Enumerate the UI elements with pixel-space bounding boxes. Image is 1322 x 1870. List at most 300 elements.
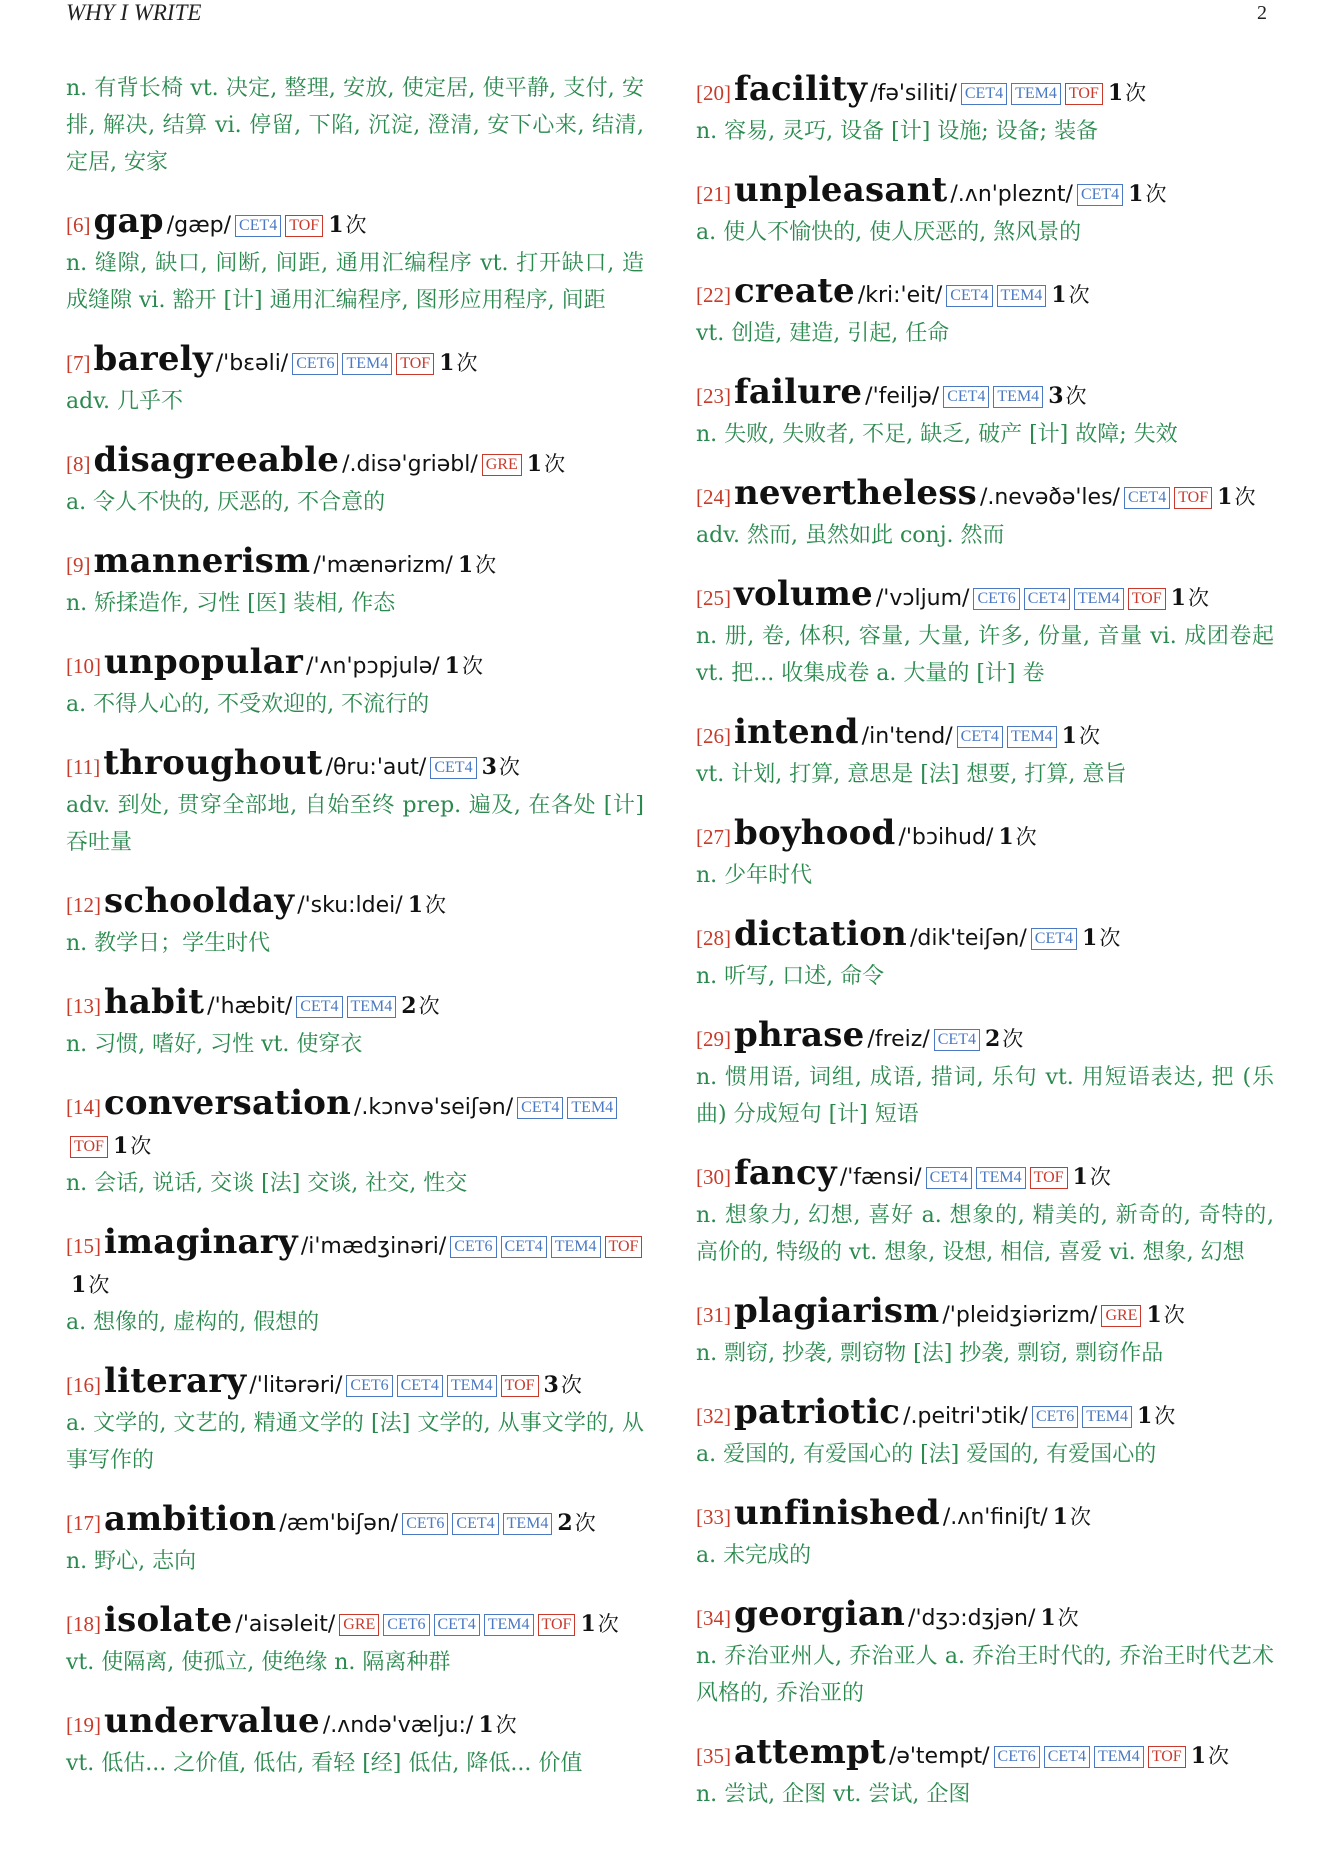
occurrence-unit: 次 (345, 213, 367, 237)
exam-tag-cet4: CET4 (1024, 588, 1070, 610)
occurrence-unit: 次 (1015, 825, 1037, 849)
pronunciation: /.disə'griəbl/ (342, 452, 478, 477)
exam-tag-tem4: TEM4 (1094, 1746, 1144, 1768)
entry-definition: n. 听写, 口述, 命令 (696, 964, 885, 989)
entry-definition: n. 教学日；学生时代 (66, 931, 271, 956)
entry-index: [30] (696, 1165, 731, 1189)
headword: patriotic (734, 1392, 901, 1432)
entry-headline (696, 1154, 1274, 1197)
occurrence-unit: 次 (1234, 485, 1256, 509)
occurrence-unit: 次 (544, 452, 566, 476)
exam-tag-tem4: TEM4 (1007, 726, 1057, 748)
occurrence-count: 1 (444, 653, 460, 679)
exam-tag-gre: GRE (482, 454, 522, 476)
occurrence-count: 1 (1052, 1504, 1068, 1530)
vocab-entry (66, 744, 644, 861)
vocab-entry (66, 542, 644, 622)
exam-tag-tof: TOF (70, 1136, 108, 1158)
entry-headline (66, 1601, 644, 1644)
entry-headline (696, 575, 1274, 618)
headword: unpleasant (734, 170, 948, 210)
occurrence-count: 1 (457, 552, 474, 578)
entry-headline (696, 373, 1274, 416)
occurrence-unit: 次 (1125, 81, 1147, 105)
entry-definition: n. 缝隙, 缺口, 间断, 间距, 通用汇编程序 vt. 打开缺口, 造成缝隙 vi. 豁开 [计] 通用汇编程序, 图形应用程序, 间距 (66, 251, 644, 313)
entry-index: [19] (66, 1713, 101, 1737)
headword: intend (734, 712, 859, 752)
entry-headline (696, 272, 1274, 315)
occurrence-unit: 次 (418, 994, 440, 1018)
exam-tag-cet4: CET4 (943, 386, 989, 408)
entry-headline (696, 713, 1274, 756)
pronunciation: /'feiljə/ (865, 384, 940, 409)
vocab-entry (696, 575, 1274, 692)
exam-tag-cet6: CET6 (346, 1375, 392, 1397)
exam-tag-tem4: TEM4 (567, 1097, 617, 1119)
occurrence-unit: 次 (88, 1273, 110, 1297)
entry-index: [9] (66, 553, 91, 577)
entry-definition: n. 乔治亚州人, 乔治亚人 a. 乔治王时代的, 乔治王时代艺术风格的, 乔治亚的 (696, 1644, 1274, 1706)
headword: throughout (103, 743, 323, 783)
exam-tag-tem4: TEM4 (551, 1236, 601, 1258)
vocab-entry (66, 1362, 644, 1479)
pronunciation: /θru:'aut/ (325, 755, 427, 780)
exam-tag-tof: TOF (501, 1375, 539, 1397)
occurrence-unit: 次 (1099, 926, 1121, 950)
entry-index: [10] (66, 654, 101, 678)
pronunciation: /.kɔnvə'seiʃən/ (354, 1095, 514, 1120)
entry-definition: a. 令人不快的, 厌恶的, 不合意的 (66, 490, 386, 515)
entry-index: [26] (696, 724, 731, 748)
entry-definition: a. 想像的, 虚构的, 假想的 (66, 1310, 320, 1335)
vocab-entry (696, 814, 1274, 894)
entry-definition: n. 失败, 失败者, 不足, 缺乏, 破产 [计] 故障; 失效 (696, 422, 1178, 447)
exam-tag-cet4: CET4 (430, 757, 476, 779)
entry-definition: n. 惯用语, 词组, 成语, 措词, 乐句 vt. 用短语表达, 把 (乐曲) 分成短句 [计] 短语 (696, 1065, 1274, 1127)
vocab-entry (66, 983, 644, 1063)
exam-tag-tof: TOF (1174, 487, 1212, 509)
headword: disagreeable (93, 440, 340, 480)
entry-index: [15] (66, 1234, 101, 1258)
vocab-entry (66, 441, 644, 521)
entry-definition: a. 爱国的, 有爱国心的 [法] 爱国的, 有爱国心的 (696, 1442, 1157, 1467)
pronunciation: /'ʌn'pɔpjulə/ (306, 654, 440, 679)
vocab-entry (66, 1601, 644, 1681)
occurrence-count: 1 (1061, 723, 1077, 749)
entry-headline (66, 1500, 644, 1543)
exam-tag-cet4: CET4 (501, 1236, 547, 1258)
headword: barely (93, 339, 213, 379)
headword: gap (93, 201, 164, 241)
headword: isolate (104, 1600, 233, 1640)
exam-tag-gre: GRE (1101, 1305, 1141, 1327)
vocab-entry (696, 915, 1274, 995)
vocab-entry (696, 713, 1274, 793)
occurrence-count: 1 (1051, 282, 1067, 308)
occurrence-count: 2 (401, 993, 417, 1019)
occurrence-unit: 次 (425, 893, 446, 917)
pronunciation: /'bɛəli/ (215, 351, 289, 376)
occurrence-count: 1 (407, 892, 423, 918)
exam-tag-tof: TOF (538, 1614, 576, 1636)
exam-tag-tof: TOF (1148, 1746, 1186, 1768)
entry-headline (696, 1016, 1274, 1059)
entry-index: [35] (696, 1744, 731, 1768)
entry-headline (696, 1292, 1274, 1335)
pronunciation: /'vɔljum/ (875, 586, 970, 611)
entry-index: [17] (66, 1511, 101, 1535)
occurrence-count: 2 (557, 1510, 573, 1536)
occurrence-unit: 次 (560, 1373, 582, 1397)
exam-tag-tem4: TEM4 (976, 1167, 1026, 1189)
exam-tag-cet6: CET6 (402, 1513, 448, 1535)
exam-tag-cet4: CET4 (1044, 1746, 1090, 1768)
entry-index: [22] (696, 283, 731, 307)
entry-index: [31] (696, 1303, 731, 1327)
pronunciation: /'dʒɔ:dʒjən/ (908, 1606, 1036, 1631)
headword: ambition (104, 1499, 277, 1539)
occurrence-count: 1 (1040, 1605, 1056, 1631)
occurrence-unit: 次 (1187, 586, 1209, 610)
exam-tag-tem4: TEM4 (484, 1614, 534, 1636)
entry-headline (696, 814, 1274, 857)
occurrence-unit: 次 (1065, 384, 1087, 408)
headword: fancy (734, 1153, 837, 1193)
continued-entry (66, 70, 644, 181)
occurrence-unit: 次 (498, 755, 520, 779)
entry-index: [21] (696, 182, 731, 206)
entry-headline (66, 202, 644, 245)
entry-definition: a. 使人不愉快的, 使人厌恶的, 煞风景的 (696, 220, 1082, 245)
vocab-entry (696, 171, 1274, 251)
headword: undervalue (104, 1701, 320, 1741)
running-title: WHY I WRITE (66, 0, 202, 25)
vocab-entry (696, 1595, 1274, 1712)
exam-tag-cet4: CET4 (517, 1097, 563, 1119)
entry-index: [32] (696, 1404, 731, 1428)
headword: imaginary (104, 1222, 298, 1262)
vocab-entry (696, 1016, 1274, 1133)
vocab-entry (66, 1500, 644, 1580)
vocab-entry (696, 474, 1274, 554)
entry-definition: adv. 几乎不 (66, 389, 184, 414)
occurrence-unit: 次 (1002, 1027, 1024, 1051)
occurrence-count: 1 (112, 1133, 129, 1159)
vocab-entry (66, 882, 644, 962)
right-column (696, 70, 1274, 1834)
entry-index: [33] (696, 1505, 731, 1529)
headword: schoolday (104, 881, 295, 921)
entry-index: [29] (696, 1027, 731, 1051)
entry-definition: n. 尝试, 企图 vt. 尝试, 企图 (696, 1782, 971, 1807)
pronunciation: /fə'siliti/ (870, 81, 957, 106)
pronunciation: /'fænsi/ (839, 1165, 922, 1190)
headword: create (734, 271, 855, 311)
exam-tag-cet4: CET4 (452, 1513, 498, 1535)
occurrence-count: 1 (1082, 925, 1098, 951)
pronunciation: /in'tend/ (861, 724, 953, 749)
pronunciation: /.ʌn'finiʃt/ (942, 1505, 1048, 1530)
occurrence-unit: 次 (1089, 1165, 1111, 1189)
entry-index: [16] (66, 1373, 101, 1397)
pronunciation: /'litərəri/ (249, 1373, 343, 1398)
vocab-entry (66, 1084, 644, 1202)
entry-index: [24] (696, 485, 731, 509)
entry-headline (66, 1702, 644, 1745)
occurrence-count: 1 (580, 1611, 596, 1637)
entry-definition: vt. 低估... 之价值, 低估, 看轻 [经] 低估, 降低... 价值 (66, 1751, 583, 1776)
occurrence-unit: 次 (1154, 1404, 1176, 1428)
entry-definition: a. 未完成的 (696, 1543, 812, 1568)
entry-headline (66, 983, 644, 1026)
exam-tag-tem4: TEM4 (447, 1375, 497, 1397)
entry-index: [34] (696, 1606, 731, 1630)
vocab-entry (66, 643, 644, 723)
exam-tag-cet4: CET4 (296, 996, 342, 1018)
entry-definition: n. 剽窃, 抄袭, 剽窃物 [法] 抄袭, 剽窃, 剽窃作品 (696, 1341, 1164, 1366)
pronunciation: /gæp/ (166, 213, 232, 238)
entry-headline (696, 70, 1274, 113)
occurrence-unit: 次 (1208, 1744, 1229, 1768)
vocab-entry (66, 202, 644, 319)
occurrence-count: 1 (1136, 1403, 1153, 1429)
entry-definition: vt. 计划, 打算, 意思是 [法] 想要, 打算, 意旨 (696, 762, 1127, 787)
entry-index: [14] (66, 1095, 101, 1119)
exam-tag-cet4: CET4 (434, 1614, 480, 1636)
exam-tag-tem4: TEM4 (993, 386, 1043, 408)
entry-headline (66, 643, 644, 686)
entry-headline (66, 1362, 644, 1405)
headword: conversation (104, 1083, 351, 1123)
occurrence-count: 3 (481, 754, 497, 780)
occurrence-unit: 次 (1078, 724, 1100, 748)
entry-headline (696, 171, 1274, 214)
occurrence-count: 1 (1190, 1743, 1206, 1769)
occurrence-unit: 次 (495, 1713, 517, 1737)
entry-index: [7] (66, 351, 91, 375)
exam-tag-tof: TOF (1065, 83, 1103, 105)
entry-headline (66, 340, 644, 383)
occurrence-unit: 次 (1145, 182, 1167, 206)
occurrence-count: 2 (984, 1026, 1001, 1052)
headword: unfinished (734, 1493, 940, 1533)
headword: mannerism (93, 541, 311, 581)
entry-headline (696, 1733, 1274, 1776)
entry-index: [8] (66, 452, 91, 476)
entry-index: [12] (66, 893, 101, 917)
pronunciation: /.peitri'ɔtik/ (903, 1404, 1028, 1429)
headword: dictation (734, 914, 907, 954)
exam-tag-cet4: CET4 (1124, 487, 1170, 509)
vocab-entry (696, 1733, 1274, 1813)
entry-headline (66, 744, 644, 787)
vocab-entry (696, 1292, 1274, 1372)
headword: literary (104, 1361, 247, 1401)
pronunciation: /'aisəleit/ (235, 1612, 336, 1637)
headword: volume (734, 574, 873, 614)
exam-tag-tem4: TEM4 (1074, 588, 1124, 610)
pronunciation: /æm'biʃən/ (279, 1511, 399, 1536)
entry-definition: a. 文学的, 文艺的, 精通文学的 [法] 文学的, 从事文学的, 从事写作的 (66, 1411, 644, 1473)
entry-definition: n. 会话, 说话, 交谈 [法] 交谈, 社交, 性交 (66, 1171, 468, 1196)
occurrence-count: 1 (1217, 484, 1233, 510)
occurrence-unit: 次 (456, 351, 478, 375)
exam-tag-cet4: CET4 (1031, 928, 1077, 950)
entry-index: [11] (66, 755, 101, 779)
entry-definition: a. 不得人心的, 不受欢迎的, 不流行的 (66, 692, 430, 717)
occurrence-count: 1 (1146, 1302, 1162, 1328)
exam-tag-tem4: TEM4 (1011, 83, 1061, 105)
entry-headline (66, 542, 644, 585)
entry-definition: n. 想象力, 幻想, 喜好 a. 想象的, 精美的, 新奇的, 奇特的, 高价的, 特级的 vt. 想象, 设想, 相信, 喜爱 vi. 想象, 幻想 (696, 1203, 1274, 1265)
occurrence-count: 3 (543, 1372, 559, 1398)
pronunciation: /'hæbit/ (207, 994, 293, 1019)
vocab-entry (696, 1393, 1274, 1473)
occurrence-unit: 次 (574, 1511, 596, 1535)
occurrence-count: 1 (998, 824, 1014, 850)
vocab-entry (696, 1154, 1274, 1271)
page-number: 2 (1257, 2, 1267, 24)
entry-definition: n. 容易, 灵巧, 设备 [计] 设施; 设备; 装备 (696, 119, 1099, 144)
exam-tag-cet4: CET4 (957, 726, 1003, 748)
headword: attempt (734, 1732, 886, 1772)
exam-tag-gre: GRE (339, 1614, 379, 1636)
exam-tag-tem4: TEM4 (503, 1513, 553, 1535)
headword: phrase (734, 1015, 865, 1055)
exam-tag-cet6: CET6 (994, 1746, 1040, 1768)
exam-tag-cet4: CET4 (235, 215, 281, 237)
entry-definition: n. 习惯, 嗜好, 习性 vt. 使穿衣 (66, 1032, 363, 1057)
entry-definition: vt. 使隔离, 使孤立, 使绝缘 n. 隔离种群 (66, 1650, 451, 1675)
entry-index: [25] (696, 586, 731, 610)
exam-tag-tem4: TEM4 (342, 353, 392, 375)
occurrence-count: 1 (1072, 1164, 1088, 1190)
occurrence-count: 1 (1128, 181, 1144, 207)
exam-tag-tem4: TEM4 (1082, 1406, 1132, 1428)
entry-index: [27] (696, 825, 731, 849)
entry-definition: n. 册, 卷, 体积, 容量, 大量, 许多, 份量, 音量 vi. 成团卷起 vt. 把... 收集成卷 a. 大量的 [计] 卷 (696, 624, 1274, 686)
headword: facility (734, 69, 868, 109)
pronunciation: /'pleidʒiərizm/ (942, 1303, 1098, 1328)
entry-headline (66, 1223, 644, 1304)
exam-tag-tem4: TEM4 (997, 285, 1047, 307)
exam-tag-cet4: CET4 (397, 1375, 443, 1397)
exam-tag-tof: TOF (285, 215, 323, 237)
exam-tag-cet6: CET6 (1032, 1406, 1078, 1428)
pronunciation: /'bɔihud/ (898, 825, 994, 850)
occurrence-unit: 次 (1068, 283, 1090, 307)
occurrence-unit: 次 (475, 553, 497, 577)
occurrence-unit: 次 (1057, 1606, 1079, 1630)
occurrence-unit: 次 (1163, 1303, 1185, 1327)
pronunciation: /'sku:ldei/ (297, 893, 403, 918)
entry-headline (66, 882, 644, 925)
exam-tag-cet6: CET6 (292, 353, 338, 375)
headword: habit (104, 982, 205, 1022)
vocab-entry (66, 1223, 644, 1341)
entry-definition: n. 矫揉造作, 习性 [医] 装相, 作态 (66, 591, 396, 616)
occurrence-count: 1 (1170, 585, 1186, 611)
occurrence-unit: 次 (130, 1134, 152, 1158)
pronunciation: /kri:'eit/ (857, 283, 943, 308)
exam-tag-tof: TOF (1128, 588, 1166, 610)
entry-index: [23] (696, 384, 731, 408)
entry-index: [28] (696, 926, 731, 950)
pronunciation: /'mænərizm/ (313, 553, 453, 578)
pronunciation: /dik'teiʃən/ (909, 926, 1027, 951)
exam-tag-cet6: CET6 (973, 588, 1019, 610)
entry-headline (696, 915, 1274, 958)
pronunciation: /.nevəðə'les/ (979, 485, 1120, 510)
occurrence-count: 3 (1048, 383, 1064, 409)
left-column (66, 70, 644, 1803)
entry-headline (66, 441, 644, 484)
exam-tag-tem4: TEM4 (347, 996, 397, 1018)
vocab-entry (66, 340, 644, 420)
entry-definition: n. 少年时代 (696, 863, 813, 888)
occurrence-count: 1 (328, 212, 344, 238)
exam-tag-cet4: CET4 (1077, 184, 1123, 206)
pronunciation: /ə'tempt/ (888, 1744, 990, 1769)
vocab-entry (696, 272, 1274, 352)
entry-index: [18] (66, 1612, 101, 1636)
vocab-entry (696, 373, 1274, 453)
occurrence-unit: 次 (597, 1612, 619, 1636)
headword: georgian (734, 1594, 906, 1634)
exam-tag-tof: TOF (605, 1236, 643, 1258)
exam-tag-tof: TOF (1030, 1167, 1068, 1189)
occurrence-count: 1 (526, 451, 543, 477)
entry-index: [13] (66, 994, 101, 1018)
occurrence-count: 1 (439, 350, 455, 376)
exam-tag-cet6: CET6 (383, 1614, 429, 1636)
exam-tag-cet6: CET6 (450, 1236, 496, 1258)
entry-definition: vt. 创造, 建造, 引起, 任命 (696, 321, 950, 346)
vocab-entry (696, 70, 1274, 150)
occurrence-count: 1 (478, 1712, 494, 1738)
entry-definition: adv. 到处, 贯穿全部地, 自始至终 prep. 遍及, 在各处 [计] 吞吐量 (66, 793, 644, 855)
entry-definition: n. 有背长椅 vt. 决定, 整理, 安放, 使定居, 使平静, 支付, 安排, 解决, 结算 vi. 停留, 下陷, 沉淀, 澄清, 安下心来, 结清, 定居, 安家 (66, 76, 644, 175)
occurrence-unit: 次 (1069, 1505, 1091, 1529)
entry-headline (696, 474, 1274, 517)
exam-tag-cet4: CET4 (934, 1029, 980, 1051)
occurrence-unit: 次 (461, 654, 483, 678)
entry-definition: n. 野心, 志向 (66, 1549, 197, 1574)
entry-headline (696, 1393, 1274, 1436)
pronunciation: /.ʌn'pleznt/ (950, 182, 1073, 207)
entry-headline (66, 1084, 644, 1165)
exam-tag-cet4: CET4 (946, 285, 992, 307)
pronunciation: /i'mædʒinəri/ (300, 1234, 447, 1259)
entry-index: [6] (66, 213, 91, 237)
entry-definition: adv. 然而, 虽然如此 conj. 然而 (696, 523, 1005, 548)
headword: nevertheless (734, 473, 977, 513)
exam-tag-tof: TOF (396, 353, 434, 375)
entry-index: [20] (696, 81, 731, 105)
entry-headline (696, 1494, 1274, 1537)
vocab-entry (66, 1702, 644, 1782)
vocab-entry (696, 1494, 1274, 1574)
headword: boyhood (734, 813, 896, 853)
pronunciation: /.ʌndə'vælju:/ (322, 1713, 474, 1738)
headword: failure (734, 372, 863, 412)
exam-tag-cet4: CET4 (926, 1167, 972, 1189)
occurrence-count: 1 (1107, 80, 1124, 106)
exam-tag-cet4: CET4 (961, 83, 1007, 105)
headword: unpopular (104, 642, 304, 682)
pronunciation: /freiz/ (867, 1027, 930, 1052)
occurrence-count: 1 (71, 1272, 87, 1298)
